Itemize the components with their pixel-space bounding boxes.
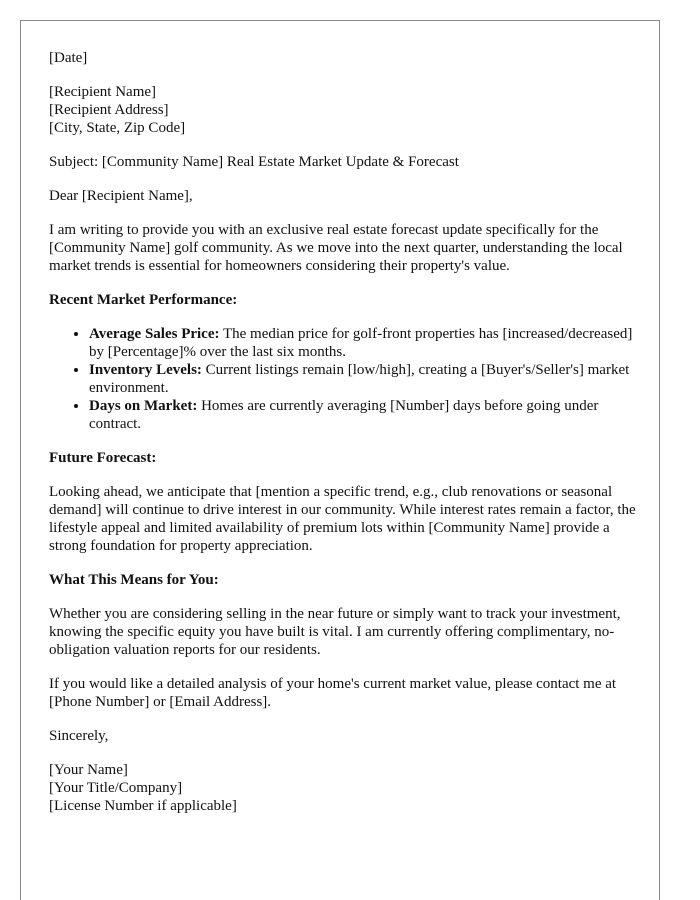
recipient-address: [Recipient Address] (49, 102, 169, 118)
letter-page (20, 20, 660, 900)
greeting: Dear [Recipient Name], (49, 188, 193, 204)
metric-inventory-levels (89, 361, 639, 397)
intro-paragraph: I am writing to provide you with an exclusive real estate forecast update specifically for the [Community Name] golf community. As we move into the next quarter, understanding the local market trends is essential for homeowners considering their property's value. (49, 222, 623, 274)
recent-market-heading: Recent Market Performance: (49, 292, 238, 308)
metric-label: Inventory Levels: (89, 362, 202, 378)
signature-block (49, 761, 639, 815)
letter-body (49, 49, 639, 814)
market-metrics-list (49, 325, 639, 433)
what-this-means-heading: What This Means for You: (49, 572, 219, 588)
letter-date: [Date] (49, 50, 88, 66)
contact-paragraph: If you would like a detailed analysis of your home's current market value, please contact me at [Phone Number] or [Email Address]. (49, 676, 617, 710)
signature-name: [Your Name] (49, 762, 128, 778)
recipient-block (49, 83, 639, 137)
closing: Sincerely, (49, 728, 109, 744)
recipient-name: [Recipient Name] (49, 84, 157, 100)
recipient-city-state-zip: [City, State, Zip Code] (49, 120, 186, 136)
metric-label: Average Sales Price: (89, 326, 220, 342)
forecast-paragraph: Looking ahead, we anticipate that [mention a specific trend, e.g., club renovations or seasonal demand] will continue to drive interest in our community. While interest rates remain a factor, the lifestyle appeal and limited availability of premium lots within [Community Name] provide a strong foundation for property appreciation. (49, 484, 636, 554)
signature-license: [License Number if applicable] (49, 798, 237, 814)
metric-text: Homes are currently averaging [Number] days before going under contract. (89, 398, 599, 432)
future-forecast-heading: Future Forecast: (49, 450, 157, 466)
subject-line: Subject: [Community Name] Real Estate Market Update & Forecast (49, 154, 459, 170)
metric-text: Current listings remain [low/high], creating a [Buyer's/Seller's] market environment. (89, 362, 630, 396)
metric-days-on-market (89, 397, 639, 433)
metric-label: Days on Market: (89, 398, 198, 414)
what-this-means-paragraph: Whether you are considering selling in the near future or simply want to track your investment, knowing the specific equity you have built is vital. I am currently offering complimentary, no-obligation valuation reports for our residents. (49, 606, 621, 658)
signature-title: [Your Title/Company] (49, 780, 183, 796)
metric-average-sales-price (89, 325, 639, 361)
metric-text: The median price for golf-front properties has [increased/decreased] by [Percentage]% over the last six months. (89, 326, 633, 360)
